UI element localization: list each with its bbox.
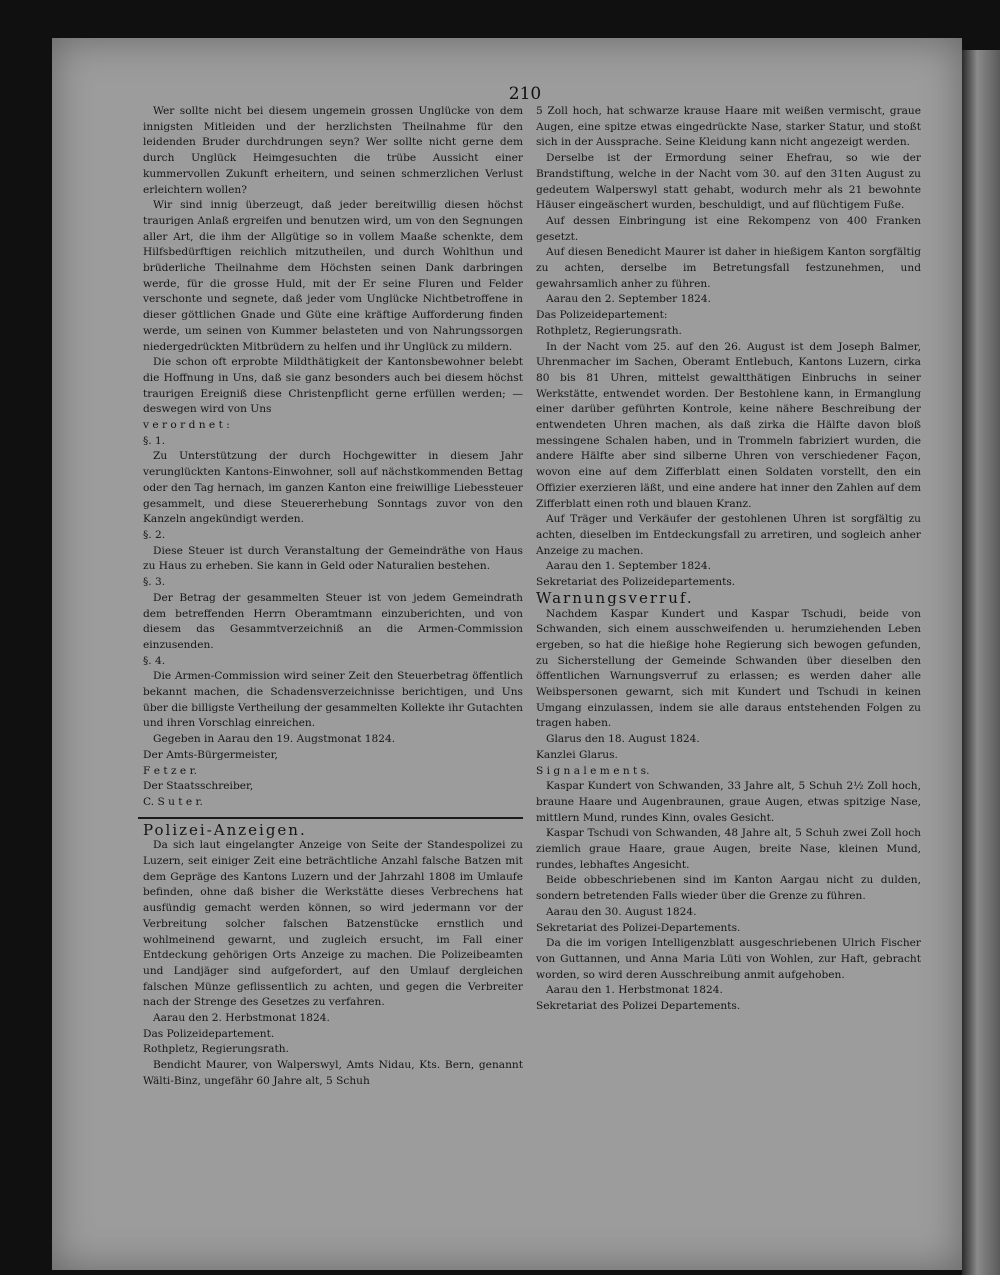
intro-paragraph-3: Die schon oft erprobte Mildthätigkeit der Kantonsbewohner belebt die Hoffnung in Uns, daß sie ganz besonders auch bei diesem höchst traurigen Ereigniß diese Christenpflicht gerne erfüllen werden; — deswegen wird von Uns bbox=[143, 356, 523, 416]
signalements-heading: S i g n a l e m e n t s. bbox=[536, 764, 650, 777]
maurer-sign-2: Rothpletz, Regierungsrath. bbox=[536, 324, 682, 337]
expulsion-sign: Sekretariat des Polizei-Departements. bbox=[536, 921, 741, 934]
maurer-reward: Auf dessen Einbringung ist eine Rekompenz von 400 Franken gesetzt. bbox=[536, 214, 921, 243]
warning-sign: Kanzlei Glarus. bbox=[536, 748, 618, 761]
page-number: 210 bbox=[508, 84, 542, 104]
expulsion-date: Aarau den 30. August 1824. bbox=[546, 905, 697, 918]
right-column bbox=[536, 104, 921, 1015]
warnungsverruf-heading: Warnungsverruf. bbox=[536, 588, 694, 607]
arrest-date: Aarau den 1. Herbstmonat 1824. bbox=[546, 984, 723, 997]
warning-notice: Nachdem Kaspar Kundert und Kaspar Tschudi, beide von Schwanden, sich einem ausschweifenden u. herumziehenden Leben ergeben, so hat die hießige hohe Regierung sich bewogen gefunden, zu Sicherstellung der Gemeinde Schwanden über dieselben den öffentlichen Warnungsverruf zu erlassen; es werden daher alle Weibspersonen gewarnt, sich mit Kundert und Tschudi in keinen Umgang einzulassen, indem sie alle daraus entstehenden Folgen zu tragen haben. bbox=[536, 607, 921, 730]
counterfeit-notice-date: Aarau den 2. Herbstmonat 1824. bbox=[153, 1012, 330, 1025]
kundert-description: Kaspar Kundert von Schwanden, 33 Jahre alt, 5 Schuh 2½ Zoll hoch, braune Haare und Augenbraunen, graue Augen, etwas spitzige Nase, mittlern Mund, rundes Kinn, ovales Gesicht. bbox=[536, 780, 921, 824]
counterfeit-notice-sign-1: Das Polizeidepartement. bbox=[143, 1027, 275, 1040]
counterfeit-notice-sign-2: Rothpletz, Regierungsrath. bbox=[143, 1043, 289, 1056]
signature-title-2: Der Staatsschreiber, bbox=[143, 780, 254, 793]
left-column bbox=[143, 104, 523, 1090]
counterfeit-notice: Da sich laut eingelangter Anzeige von Seite der Standespolizei zu Luzern, seit einiger Zeit eine beträchtliche Anzahl falsche Batzen mit dem Gepräge des Kantons Luzern und der Jahrzahl 1808 im Umlaufe befinden, ohne daß bisher die Werkstätte dieses Verbrechens hat ausfündig gemacht werden können, so wird jedermann vor der Verbreitung solcher falschen Batzenstücke ernstlich und wohlmeinend gewarnt, und zugleich ersucht, im Fall einer Entdeckung gehörigen Orts Anzeige zu machen. Die Polizeibeamten und Landjäger sind aufgefordert, auf den Umlauf dergleichen falschen Münze geflissentlich zu achten, und gegen die Verbreiter nach der Strenge des Gesetzes zu verfahren. bbox=[143, 839, 523, 1009]
maurer-date: Aarau den 2. September 1824. bbox=[546, 293, 711, 306]
section-divider bbox=[138, 817, 523, 819]
section-text-2: Diese Steuer ist durch Veranstaltung der Gemeindräthe von Haus zu Haus zu erheben. Sie kann in Geld oder Naturalien bestehen. bbox=[143, 544, 523, 573]
section-number-3: §. 3. bbox=[143, 576, 166, 589]
benedicht-maurer-notice-start: Bendicht Maurer, von Walperswyl, Amts Nidau, Kts. Bern, genannt Wälti-Binz, ungefähr 60 Jahre alt, 5 Schuh bbox=[143, 1059, 523, 1087]
page-edge bbox=[962, 50, 1000, 1275]
verordnet-heading: v e r o r d n e t : bbox=[143, 419, 230, 432]
given-date: Gegeben in Aarau den 19. Augstmonat 1824. bbox=[153, 733, 396, 746]
signature-title-1: Der Amts-Bürgermeister, bbox=[143, 748, 278, 761]
watch-theft-sign: Sekretariat des Polizeidepartements. bbox=[536, 576, 736, 589]
signature-name-2: C. S u t e r. bbox=[143, 795, 203, 808]
maurer-description: 5 Zoll hoch, hat schwarze krause Haare mit weißen vermischt, graue Augen, eine spitze etwas eingedrückte Nase, starker Statur, und stoßt sich in der Aussprache. Seine Kleidung kann nicht angezeigt werden. bbox=[536, 105, 921, 149]
signature-name-1: F e t z e r. bbox=[143, 764, 197, 777]
warning-date: Glarus den 18. August 1824. bbox=[546, 733, 700, 746]
maurer-sign-1: Das Polizeidepartement: bbox=[536, 309, 668, 322]
maurer-instructions: Auf diesen Benedicht Maurer ist daher in hießigem Kanton sorgfältig zu achten, derselbe im Betretungsfall festzunehmen, und gewahrsamlich anher zu führen. bbox=[536, 246, 921, 290]
section-number-4: §. 4. bbox=[143, 654, 166, 667]
section-number-1: §. 1. bbox=[143, 434, 166, 447]
expulsion-notice: Beide obbeschriebenen sind im Kanton Aargau nicht zu dulden, sondern betretenden Falls wieder über die Grenze zu führen. bbox=[536, 874, 921, 903]
intro-paragraph-2: Wir sind innig überzeugt, daß jeder bereitwillig diesen höchst traurigen Anlaß ergreifen und benutzen wird, um von den Segnungen aller Art, die ihm der Allgütige so in vollem Maaße schenkte, dem Hilfsbedürftigen reichlich mitzutheilen, und durch Wohlthun und brüderliche Theilnahme dem Höchsten seinen Dank darbringen werde, für die grosse Huld, mit der Er seine Fluren und Felder verschonte und segnete, daß jeder vom Unglücke Nichtbetroffene in dieser göttlichen Gnade und Güte eine kräftige Aufforderung finden werde, um seinen von Kummer belasteten und von Nahrungssorgen niedergedrückten Mitbrüdern zu helfen und ihr Unglück zu mildern. bbox=[143, 199, 523, 353]
arrest-notice: Da die im vorigen Intelligenzblatt ausgeschriebenen Ulrich Fischer von Guttannen, und Anna Maria Lüti von Wohlen, zur Haft, gebracht worden, so wird deren Ausschreibung anmit aufgehoben. bbox=[536, 937, 921, 981]
maurer-charges: Derselbe ist der Ermordung seiner Ehefrau, so wie der Brandstiftung, welche in der Nacht vom 30. auf den 31ten August zu gedeutem Walperswyl statt gehabt, wodurch mehr als 21 bewohnte Häuser eingeäschert wurden, beschuldigt, und auf flüchtigem Fuße. bbox=[536, 152, 921, 212]
watch-theft-notice: In der Nacht vom 25. auf den 26. August ist dem Joseph Balmer, Uhrenmacher im Sachen, Oberamt Entlebuch, Kantons Luzern, cirka 80 bis 81 Uhren, mittelst gewaltthätigen Einbruchs in seiner Werkstätte, entwendet worden. Der Bestohlene kann, in Ermanglung einer darüber geführten Kontrole, keine nähere Beschreibung der entwendeten Uhren machen, als daß zirka die Hälfte davon bloß messingene Schalen haben, und in Trommeln fabriziert wurden, die andere Hälfte aber sind silberne Uhren von verschiedener Façon, wovon eine auf dem Zifferblatt einen Soldaten vorstellt, den ein Offizier exerzieren läßt, und eine andere hat inner den Zahlen auf dem Zifferblatt einen roth und blauen Kranz. bbox=[536, 340, 921, 510]
watch-theft-instructions: Auf Träger und Verkäufer der gestohlenen Uhren ist sorgfältig zu achten, dieselben im Entdeckungsfall zu arretiren, und sogleich anher Anzeige zu machen. bbox=[536, 513, 921, 557]
section-number-2: §. 2. bbox=[143, 528, 166, 541]
tschudi-description: Kaspar Tschudi von Schwanden, 48 Jahre alt, 5 Schuh zwei Zoll hoch ziemlich graue Haare, graue Augen, breite Nase, kleinen Mund, rundes, lebhaftes Angesicht. bbox=[536, 827, 921, 871]
section-text-4: Die Armen-Commission wird seiner Zeit den Steuerbetrag öffentlich bekannt machen, die Schadensverzeichnisse berichtigen, und Uns über die billigste Vertheilung der gesammelten Kollekte ihr Gutachten und ihren Vorschlag einreichen. bbox=[143, 670, 523, 730]
polizei-anzeigen-heading: Polizei-Anzeigen. bbox=[143, 820, 307, 839]
arrest-sign: Sekretariat des Polizei Departements. bbox=[536, 1000, 741, 1013]
intro-paragraph-1: Wer sollte nicht bei diesem ungemein grossen Unglücke von dem innigsten Mitleiden und der herzlichsten Theilnahme für den leidenden Bruder durchdrungen seyn? Wer sollte nicht gerne dem durch Unglück Heimgesuchten die trübe Aussicht einer kummervollen Zukunft erheitern, und seinen schmerzlichen Verlust erleichtern wollen? bbox=[143, 105, 523, 196]
section-text-3: Der Betrag der gesammelten Steuer ist von jedem Gemeindrath dem betreffenden Herrn Oberamtmann einzuberichten, und von diesem das Gesammtverzeichniß an die Armen-Commission einzusenden. bbox=[143, 591, 523, 651]
section-text-1: Zu Unterstützung der durch Hochgewitter in diesem Jahr verunglückten Kantons-Einwohner, soll auf nächstkommenden Bettag oder den Tag hernach, im ganzen Kanton eine freiwillige Liebessteuer gesammelt, und diese Steuererhebung Sonntags zuvor von den Kanzeln angekündigt werden. bbox=[143, 450, 523, 526]
watch-theft-date: Aarau den 1. September 1824. bbox=[546, 560, 711, 573]
